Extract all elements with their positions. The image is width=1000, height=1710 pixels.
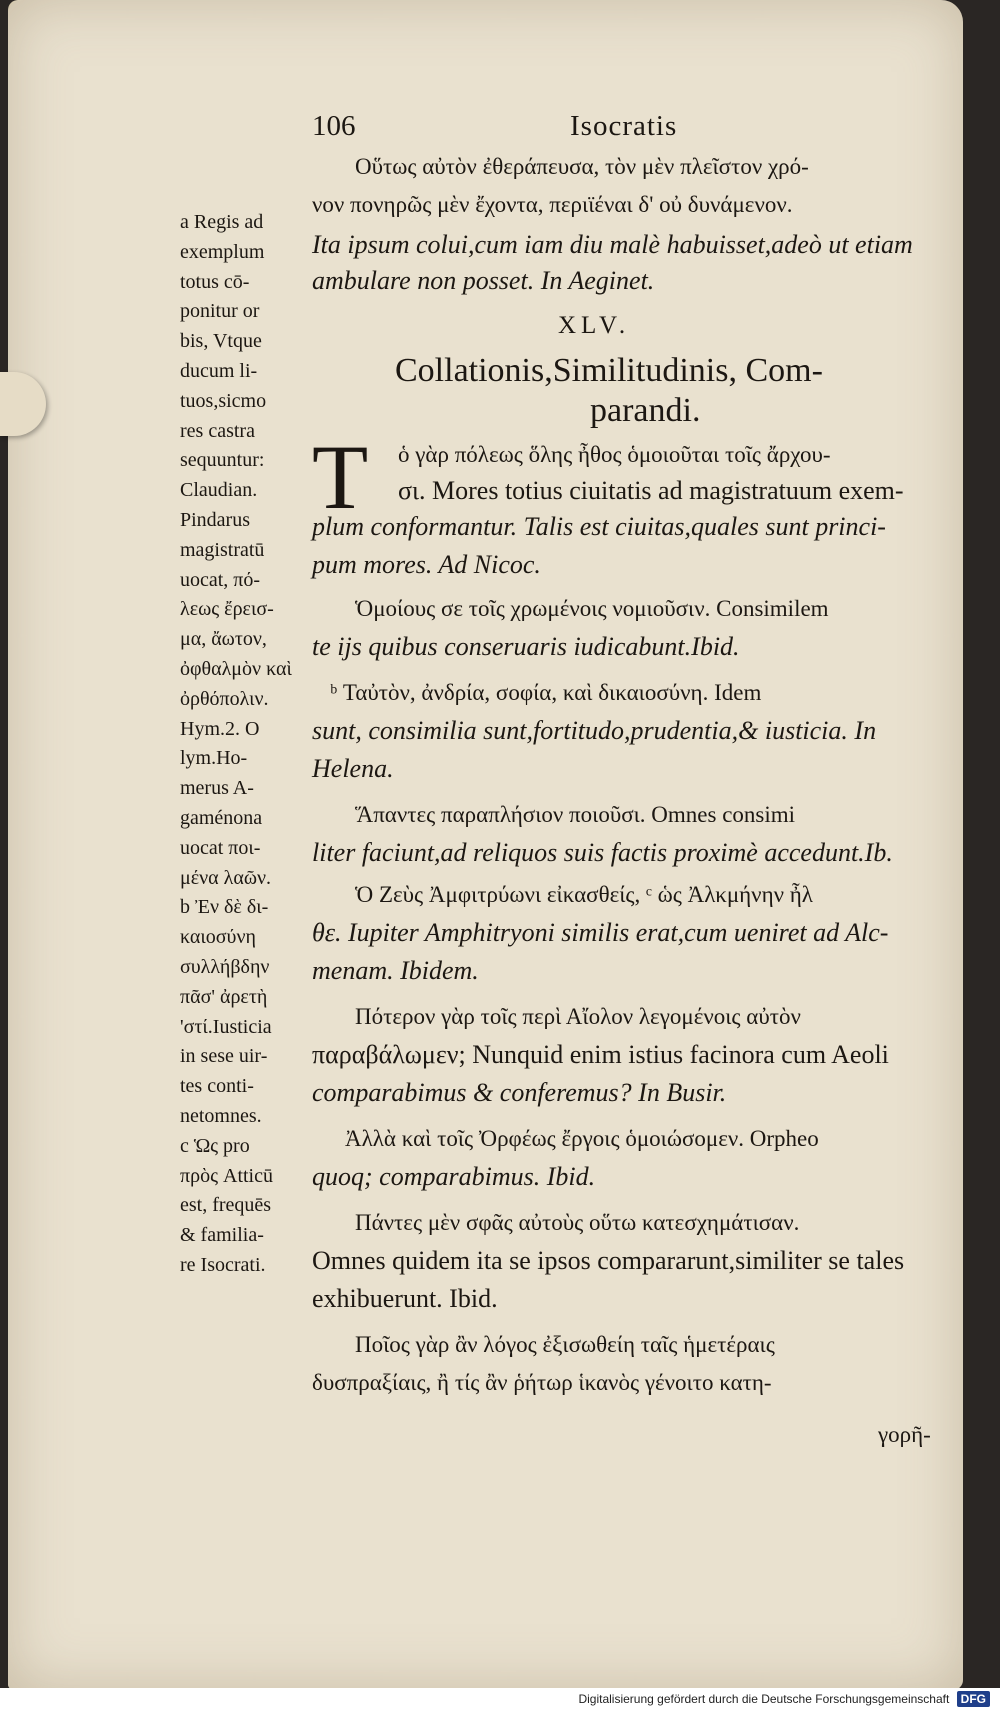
greek-line: Οὕτως αὐτὸν ἐθεράπευσα, τὸν μὲν πλεῖστον χρό- [355, 154, 809, 179]
greek-line: Ὁ Ζεὺς Ἀμφιτρύωνι εἰκασθείς, ᶜ ὡς Ἀλκμήνην ἦλ [355, 882, 813, 907]
section-heading: Collationis,Similitudinis, Com- [395, 352, 823, 389]
margin-note-line: ponitur or [180, 300, 260, 323]
margin-note-line: καιοσύνη [180, 926, 256, 949]
margin-note-line: magistratū [180, 538, 265, 561]
margin-note-line: πᾶσ' ἀρετὴ [180, 985, 268, 1008]
margin-notes [180, 208, 300, 1281]
running-title: Isocratis [570, 110, 678, 142]
latin-line: exhibuerunt. Ibid. [312, 1284, 498, 1313]
greek-line: ὁ γὰρ πόλεως ὅλης ἦθος ὁμοιοῦται τοῖς ἄρχου- [398, 442, 831, 467]
margin-note-line: tes conti- [180, 1075, 254, 1098]
margin-note-line: gaménona [180, 806, 263, 829]
margin-note-line: bis, Vtque [180, 330, 262, 353]
margin-note-line: & familia- [180, 1224, 264, 1247]
dfg-logo: DFG [957, 1691, 990, 1707]
margin-note-line: in sese uir- [180, 1045, 268, 1068]
margin-note-line: exemplum [180, 240, 265, 263]
latin-line: θε. Iupiter Amphitryoni similis erat,cum ueniret ad Alc- [312, 918, 889, 947]
margin-note-line: merus A- [180, 777, 254, 800]
margin-note-line: b Ἐν δὲ δι- [180, 896, 269, 919]
margin-note-line: Claudian. [180, 479, 258, 502]
margin-note-line: ὀρθόπολιν. [180, 687, 269, 710]
margin-note-line: 'στί.Iusticia [180, 1015, 272, 1038]
greek-line: νον πονηρῶς μὲν ἔχοντα, περιϊέναι δ' οὐ δυνάμενον. [312, 192, 793, 217]
margin-note-line: Pindarus [180, 508, 250, 531]
margin-note-line: μα, ἄωτον, [180, 628, 267, 651]
greek-line: δυσπραξίαις, ἢ τίς ἂν ῥήτωρ ἱκανὸς γένοιτο κατη- [312, 1370, 772, 1395]
margin-note-line: totus cō- [180, 270, 250, 293]
margin-note-line: netomnes. [180, 1104, 262, 1127]
latin-line: comparabimus & conferemus? In Busir. [312, 1078, 727, 1107]
margin-note-line: re Isocrati. [180, 1253, 266, 1276]
greek-line: Ἅπαντες παραπλήσιον ποιοῦσι. Omnes consimi [355, 802, 796, 827]
greek-line: ᵇ Ταὐτὸν, ἀνδρία, σοφία, καὶ δικαιοσύνη. Idem [330, 680, 762, 705]
margin-note-line: res castra [180, 419, 255, 442]
margin-note-line: lym.Ho- [180, 747, 248, 770]
latin-line: Ita ipsum colui,cum iam diu malè habuisset,adeò ut etiam [312, 230, 913, 259]
margin-note-line: ducum li- [180, 359, 258, 382]
latin-line: quoq; comparabimus. Ibid. [312, 1162, 596, 1191]
margin-note-line: est, frequēs [180, 1194, 272, 1217]
margin-note-line: πρὸς Atticū [180, 1164, 273, 1187]
latin-line: menam. Ibidem. [312, 956, 479, 985]
latin-line: Omnes quidem ita se ipsos compararunt,similiter se tales [312, 1246, 905, 1275]
footer-text: Digitalisierung gefördert durch die Deutsche Forschungsgemeinschaft [578, 1692, 950, 1706]
latin-line: ambulare non posset. In Aeginet. [312, 266, 655, 295]
margin-note-line: Hym.2. O [180, 717, 260, 740]
digitization-footer [0, 1688, 1000, 1710]
section-heading-continued: parandi. [590, 392, 701, 429]
margin-note-line: sequuntur: [180, 449, 265, 472]
section-number: XLV. [558, 312, 631, 339]
margin-note-line: a Regis ad [180, 211, 264, 233]
latin-line: σι. Mores totius ciuitatis ad magistratuum exem- [398, 476, 904, 505]
margin-note-line: tuos,sicmo [180, 389, 267, 412]
margin-note-line: uocat, πό- [180, 568, 261, 591]
mixed-line: παραβάλωμεν; Nunquid enim istius facinora cum Aeoli [312, 1040, 889, 1069]
margin-note-line: uocat ποι- [180, 836, 261, 859]
latin-line: te ijs quibus conseruaris iudicabunt.Ibid. [312, 632, 740, 661]
latin-line: sunt, consimilia sunt,fortitudo,prudentia,& iusticia. In [312, 716, 877, 745]
drop-cap: T [312, 426, 369, 528]
margin-note-line: μένα λαῶν. [180, 866, 272, 889]
latin-line: pum mores. Ad Nicoc. [312, 550, 541, 579]
catchword: γορῆ- [878, 1422, 931, 1447]
page-number: 106 [312, 110, 356, 142]
greek-line: Ἀλλὰ καὶ τοῖς Ὀρφέως ἔργοις ὁμοιώσομεν. Orpheo [345, 1126, 819, 1151]
greek-line: Πότερον γὰρ τοῖς περὶ Αἴολον λεγομένοις αὐτὸν [355, 1004, 801, 1029]
greek-line: Πάντες μὲν σφᾶς αὐτοὺς οὕτω κατεσχημάτισαν. [355, 1210, 800, 1235]
latin-line: plum conformantur. Talis est ciuitas,quales sunt princi- [312, 512, 886, 541]
latin-line: Helena. [312, 754, 394, 783]
latin-line: liter faciunt,ad reliquos suis factis proximè accedunt.Ib. [312, 838, 893, 867]
greek-line: Ποῖος γὰρ ἂν λόγος ἐξισωθείη ταῖς ἡμετέραις [355, 1332, 775, 1357]
greek-line: Ὁμοίους σε τοῖς χρωμένοις νομιοῦσιν. Consimilem [355, 596, 829, 621]
margin-note-line: c Ὡς pro [180, 1134, 250, 1157]
margin-note-line: λεως ἔρεισ- [180, 598, 274, 621]
margin-note-line: ὀφθαλμὸν καὶ [180, 657, 292, 680]
margin-note-line: συλλήβδην [180, 955, 270, 978]
